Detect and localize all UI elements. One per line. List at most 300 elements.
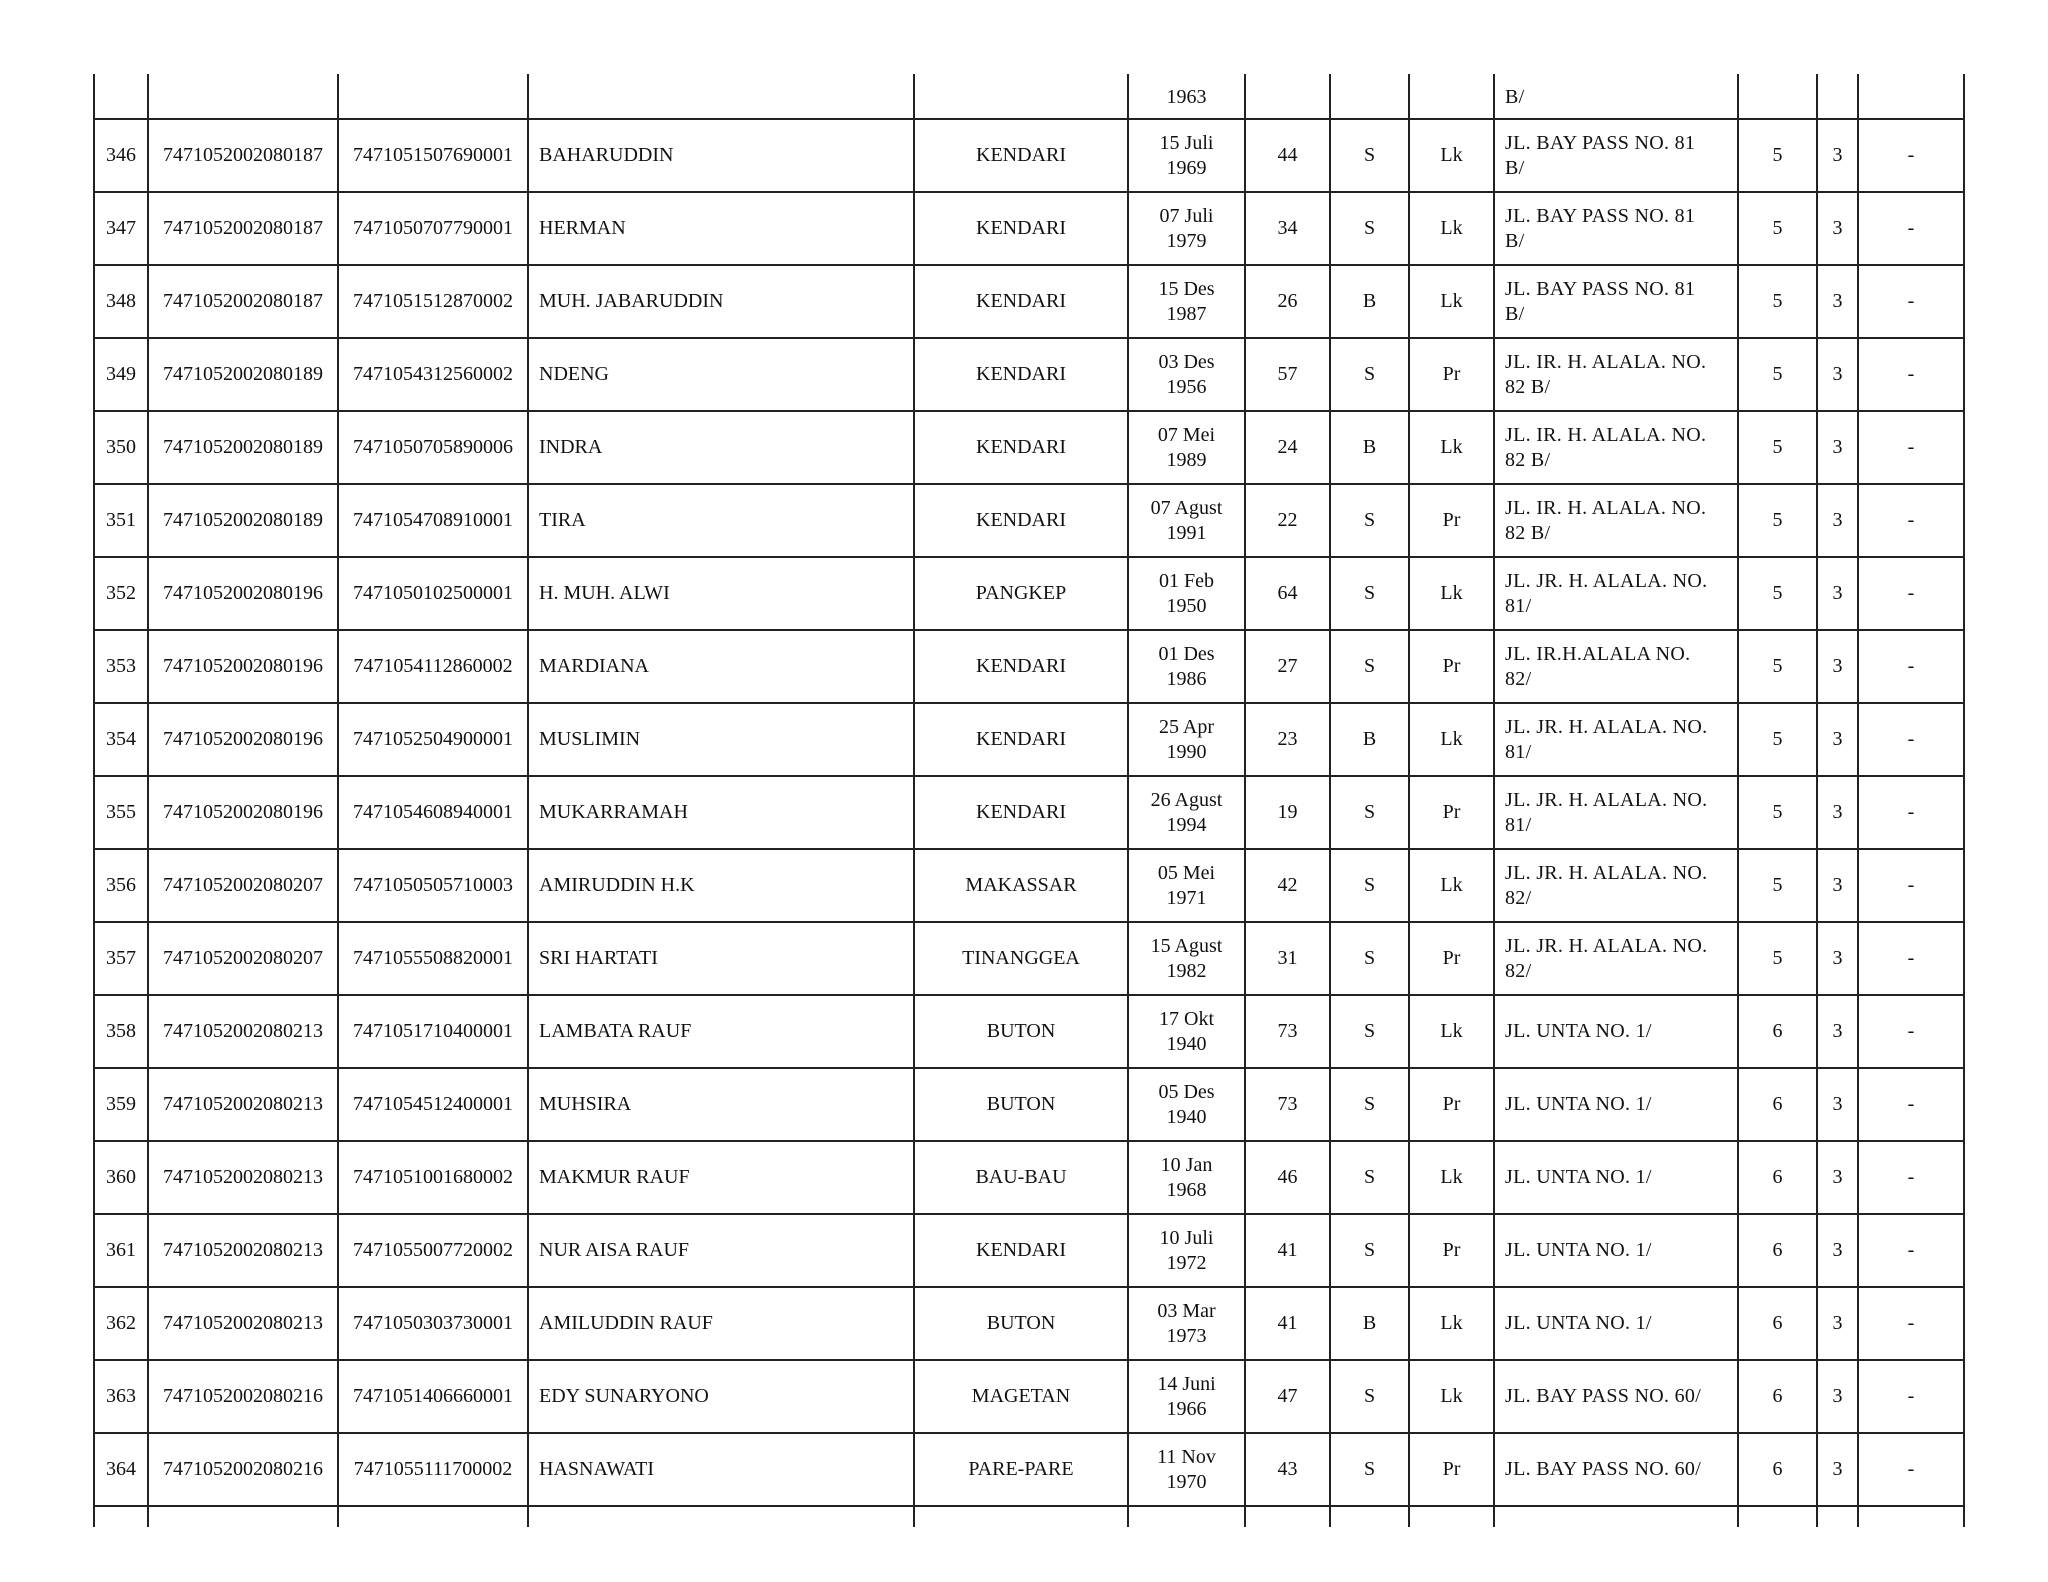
cell-nik: 7471051406660001 [338,1360,528,1433]
cell-kk: 7471052002080187 [148,119,338,192]
cell-address [1494,484,1738,557]
cell-birthplace: BUTON [914,1068,1128,1141]
cell-nik: 7471052504900001 [338,703,528,776]
cell-kk: 7471052002080187 [148,192,338,265]
population-table [93,74,1965,1527]
cell-birthplace: KENDARI [914,338,1128,411]
table-row [94,995,1964,1068]
table-row [94,265,1964,338]
cell-birthdate [1128,338,1245,411]
cell-gender: Pr [1409,776,1494,849]
cell-birthplace: PARE-PARE [914,1433,1128,1506]
cell-birthplace: TINANGGEA [914,922,1128,995]
address-line-2: 81/ [1505,740,1532,763]
birthdate-year: 1972 [1166,1251,1207,1274]
cell-age: 64 [1245,557,1330,630]
cell-gender: Lk [1409,1287,1494,1360]
cell-rt: 6 [1738,995,1817,1068]
address-line-1: JL. UNTA NO. 1/ [1505,1020,1652,1042]
birthdate-day-month: 14 Juni [1157,1372,1216,1395]
cell-no: 356 [94,849,148,922]
cell-note: - [1858,1068,1964,1141]
address-line-1: JL. BAY PASS NO. 81 [1505,204,1696,227]
cell-birthdate: 1963 [1128,74,1245,119]
cell-rw [1817,74,1858,119]
cell-rt: 6 [1738,1433,1817,1506]
cell-kk: 7471052002080213 [148,1141,338,1214]
table-row [94,1433,1964,1506]
birthdate-day-month: 03 Mar [1157,1299,1216,1322]
cell-birthdate [1128,557,1245,630]
cell-note: - [1858,1360,1964,1433]
cell-age: 19 [1245,776,1330,849]
cell-birthplace: KENDARI [914,265,1128,338]
address-line-1: JL. UNTA NO. 1/ [1505,1239,1652,1261]
birthdate-day-month: 11 Nov [1157,1445,1216,1468]
birthdate-day-month: 07 Juli [1159,204,1214,227]
table-row [94,703,1964,776]
table-row [94,557,1964,630]
cell-no: 346 [94,119,148,192]
cell-kk: 7471052002080189 [148,484,338,557]
cell-kk [148,74,338,119]
cell-no: 347 [94,192,148,265]
cell-birthplace: BAU-BAU [914,1141,1128,1214]
birthdate-day-month: 01 Des [1158,642,1215,665]
cell-rt: 5 [1738,557,1817,630]
cell-gender: Lk [1409,849,1494,922]
cell-kk: 7471052002080196 [148,776,338,849]
cell-birthdate [1128,776,1245,849]
cell-age: 57 [1245,338,1330,411]
cell-address [1494,1214,1738,1287]
cell-rt: 6 [1738,1214,1817,1287]
cell-nik: 7471051507690001 [338,119,528,192]
birthdate-year: 1986 [1166,667,1207,690]
birthdate-year: 1971 [1166,886,1207,909]
cell-age: 24 [1245,411,1330,484]
birthdate-day-month: 07 Agust [1150,496,1223,519]
cell-kk: 7471052002080189 [148,411,338,484]
cell-birthdate [1128,119,1245,192]
cell-note: - [1858,1433,1964,1506]
address-line-2: 82 B/ [1505,375,1551,398]
cell-nik: 7471051710400001 [338,995,528,1068]
cell-age: 42 [1245,849,1330,922]
cell-name: INDRA [528,411,914,484]
cell-kk: 7471052002080216 [148,1360,338,1433]
cell-address [1494,265,1738,338]
cell-age: 46 [1245,1141,1330,1214]
address-line-1: JL. UNTA NO. 1/ [1505,1093,1652,1115]
cell-birthdate [1128,265,1245,338]
cell-address [1494,338,1738,411]
cell-birthplace: KENDARI [914,1214,1128,1287]
cell-gender: Lk [1409,703,1494,776]
birthdate-day-month: 05 Mei [1157,861,1216,884]
birthdate-year: 1940 [1166,1032,1207,1055]
cell-note: - [1858,1214,1964,1287]
cell-status: S [1330,1360,1409,1433]
cell-name: MUSLIMIN [528,703,914,776]
table-row [94,192,1964,265]
cell-rw: 3 [1817,849,1858,922]
birthdate-year: 1989 [1166,448,1207,471]
cell-gender: Lk [1409,995,1494,1068]
address-line-2: 82/ [1505,886,1532,909]
cell-birthdate [1128,1287,1245,1360]
cell-name: HASNAWATI [528,1433,914,1506]
cell-note: - [1858,192,1964,265]
cell-rw: 3 [1817,338,1858,411]
cell-address [1494,995,1738,1068]
birthdate-day-month: 15 Des [1158,277,1215,300]
cell-note: - [1858,630,1964,703]
cell-name: EDY SUNARYONO [528,1360,914,1433]
cell-name: MUKARRAMAH [528,776,914,849]
cell-gender: Lk [1409,119,1494,192]
birthdate-year: 1987 [1166,302,1207,325]
cell-no: 352 [94,557,148,630]
cell-status: S [1330,630,1409,703]
table-row [94,1068,1964,1141]
cell-status: B [1330,265,1409,338]
cell-birthdate [1128,1068,1245,1141]
cell-address [1494,1141,1738,1214]
cell-name: AMIRUDDIN H.K [528,849,914,922]
cell-status: S [1330,192,1409,265]
cell-status: S [1330,338,1409,411]
cell-rw: 3 [1817,703,1858,776]
cell-birthdate [1128,703,1245,776]
continued-row [94,74,1964,119]
birthdate-day-month: 03 Des [1158,350,1215,373]
address-line-2: 82/ [1505,959,1532,982]
cell-nik: 7471050102500001 [338,557,528,630]
cell-age: 41 [1245,1287,1330,1360]
table-row [94,1141,1964,1214]
birthdate-year: 1950 [1166,594,1207,617]
cell-age: 44 [1245,119,1330,192]
cell-status: S [1330,1433,1409,1506]
cell-age [1245,74,1330,119]
cell-gender [1409,74,1494,119]
cell-no: 362 [94,1287,148,1360]
cell-rt: 5 [1738,484,1817,557]
cell-no: 361 [94,1214,148,1287]
cell-nik: 7471051001680002 [338,1141,528,1214]
cell-address [1494,776,1738,849]
cell-rt: 5 [1738,849,1817,922]
table-row [94,630,1964,703]
cell-rw: 3 [1817,265,1858,338]
cell-nik: 7471051512870002 [338,265,528,338]
table-row [94,1214,1964,1287]
cell-age: 26 [1245,265,1330,338]
cell-no: 354 [94,703,148,776]
cell-address [1494,630,1738,703]
cell-rt: 5 [1738,411,1817,484]
cell-nik: 7471055508820001 [338,922,528,995]
cell-gender: Pr [1409,338,1494,411]
cell-status: B [1330,1287,1409,1360]
cell-kk: 7471052002080189 [148,338,338,411]
birthdate-year: 1990 [1166,740,1207,763]
cell-birthplace: KENDARI [914,630,1128,703]
birthdate-year: 1991 [1166,521,1207,544]
birthdate-year: 1994 [1166,813,1207,836]
address-line-2: B/ [1505,156,1525,179]
table-body [94,74,1964,1527]
address-line-2: 82/ [1505,667,1532,690]
cell-rw: 3 [1817,1068,1858,1141]
cell-nik: 7471055111700002 [338,1433,528,1506]
cell-nik: 7471050707790001 [338,192,528,265]
cell-age: 27 [1245,630,1330,703]
cell-rw: 3 [1817,1360,1858,1433]
birthdate-day-month: 10 Jan [1160,1153,1213,1176]
cell-status: S [1330,1068,1409,1141]
cell-birthdate [1128,1360,1245,1433]
cell-gender: Pr [1409,1214,1494,1287]
address-line-1: JL. IR. H. ALALA. NO. [1505,350,1707,373]
cell-status: B [1330,703,1409,776]
cell-name: H. MUH. ALWI [528,557,914,630]
cell-name: NDENG [528,338,914,411]
cell-no: 351 [94,484,148,557]
cell-gender: Lk [1409,411,1494,484]
cell-birthplace: BUTON [914,1287,1128,1360]
cell-address [1494,1287,1738,1360]
cell-no: 348 [94,265,148,338]
cell-birthplace: KENDARI [914,119,1128,192]
address-line-2: 81/ [1505,594,1532,617]
cell-name: MUH. JABARUDDIN [528,265,914,338]
cell-address [1494,557,1738,630]
cell-nik: 7471054708910001 [338,484,528,557]
birthdate-year: 1979 [1166,229,1207,252]
cell-rw: 3 [1817,1214,1858,1287]
birthdate-day-month: 15 Juli [1159,131,1214,154]
cell-rt: 6 [1738,1141,1817,1214]
cell-gender: Pr [1409,922,1494,995]
cell-no: 359 [94,1068,148,1141]
cell-name: NUR AISA RAUF [528,1214,914,1287]
cell-age: 47 [1245,1360,1330,1433]
cell-rt: 5 [1738,630,1817,703]
cell-status: S [1330,849,1409,922]
address-line-1: JL. JR. H. ALALA. NO. [1505,861,1708,884]
cell-rt: 5 [1738,922,1817,995]
cell-status: B [1330,411,1409,484]
cell-rw: 3 [1817,192,1858,265]
cell-birthdate [1128,1141,1245,1214]
cell-birthplace: MAGETAN [914,1360,1128,1433]
address-line-1: JL. JR. H. ALALA. NO. [1505,788,1708,811]
address-line-1: JL. IR.H.ALALA NO. [1505,642,1691,665]
cell-address [1494,922,1738,995]
cell-gender: Lk [1409,1141,1494,1214]
cell-status [1330,74,1409,119]
cell-kk: 7471052002080207 [148,922,338,995]
cell-note: - [1858,849,1964,922]
address-line-2: 82 B/ [1505,448,1551,471]
table-row [94,849,1964,922]
cell-no: 357 [94,922,148,995]
cell-age: 41 [1245,1214,1330,1287]
table-row [94,484,1964,557]
cell-nik [338,74,528,119]
cell-no: 353 [94,630,148,703]
birthdate-day-month: 25 Apr [1159,715,1214,738]
cell-birthplace: MAKASSAR [914,849,1128,922]
address-line-2: 81/ [1505,813,1532,836]
cell-rt: 5 [1738,265,1817,338]
cell-note: - [1858,922,1964,995]
cell-note: - [1858,119,1964,192]
address-line-1: JL. IR. H. ALALA. NO. [1505,496,1707,519]
continuation-row [94,1506,1964,1527]
cell-note: - [1858,557,1964,630]
cell-note: - [1858,484,1964,557]
cell-note: - [1858,338,1964,411]
cell-note: - [1858,995,1964,1068]
cell-address [1494,192,1738,265]
cell-rw: 3 [1817,119,1858,192]
cell-address [1494,411,1738,484]
cell-rt: 6 [1738,1068,1817,1141]
cell-rw: 3 [1817,776,1858,849]
cell-rt: 6 [1738,1287,1817,1360]
cell-birthdate [1128,849,1245,922]
cell-rw: 3 [1817,1287,1858,1360]
cell-rw: 3 [1817,922,1858,995]
cell-gender: Pr [1409,484,1494,557]
cell-rw: 3 [1817,1433,1858,1506]
cell-note: - [1858,776,1964,849]
cell-note: - [1858,1141,1964,1214]
cell-nik: 7471050705890006 [338,411,528,484]
cell-name: MARDIANA [528,630,914,703]
birthdate-day-month: 26 Agust [1150,788,1223,811]
cell-age: 73 [1245,995,1330,1068]
cell-nik: 7471054608940001 [338,776,528,849]
birthdate-day-month: 17 Okt [1159,1007,1214,1030]
cell-no: 349 [94,338,148,411]
cell-kk: 7471052002080213 [148,1068,338,1141]
cell-age: 23 [1245,703,1330,776]
cell-rw: 3 [1817,557,1858,630]
cell-kk: 7471052002080196 [148,703,338,776]
address-line-1: JL. BAY PASS NO. 81 [1505,131,1696,154]
cell-note: - [1858,1287,1964,1360]
cell-kk: 7471052002080196 [148,557,338,630]
cell-rt: 5 [1738,119,1817,192]
cell-birthplace: KENDARI [914,484,1128,557]
cell-birthdate [1128,484,1245,557]
cell-status: S [1330,922,1409,995]
cell-name [528,74,914,119]
cell-birthdate [1128,411,1245,484]
cell-address [1494,1068,1738,1141]
cell-gender: Lk [1409,1360,1494,1433]
cell-name: AMILUDDIN RAUF [528,1287,914,1360]
birthdate-year: 1969 [1166,156,1207,179]
address-line-1: JL. BAY PASS NO. 60/ [1505,1458,1702,1480]
cell-nik: 7471050505710003 [338,849,528,922]
cell-note: - [1858,703,1964,776]
cell-nik: 7471050303730001 [338,1287,528,1360]
cell-address [1494,703,1738,776]
cell-nik: 7471054312560002 [338,338,528,411]
cell-gender: Pr [1409,630,1494,703]
cell-nik: 7471054112860002 [338,630,528,703]
birthdate-year: 1940 [1166,1105,1207,1128]
cell-name: HERMAN [528,192,914,265]
cell-rw: 3 [1817,411,1858,484]
address-line-1: JL. IR. H. ALALA. NO. [1505,423,1707,446]
cell-no: 358 [94,995,148,1068]
cell-age: 31 [1245,922,1330,995]
cell-kk: 7471052002080196 [148,630,338,703]
cell-rt: 5 [1738,703,1817,776]
cell-gender: Pr [1409,1068,1494,1141]
table-row [94,1360,1964,1433]
cell-name: MAKMUR RAUF [528,1141,914,1214]
cell-kk: 7471052002080216 [148,1433,338,1506]
cell-rt [1738,74,1817,119]
cell-name: BAHARUDDIN [528,119,914,192]
address-line-1: JL. UNTA NO. 1/ [1505,1166,1652,1188]
cell-birthdate [1128,630,1245,703]
cell-status: S [1330,484,1409,557]
cell-rt: 5 [1738,192,1817,265]
cell-status: S [1330,776,1409,849]
cell-status: S [1330,1214,1409,1287]
cell-birthplace: KENDARI [914,703,1128,776]
cell-no: 364 [94,1433,148,1506]
cell-name: SRI HARTATI [528,922,914,995]
cell-note: - [1858,411,1964,484]
table-row [94,338,1964,411]
cell-rt: 6 [1738,1360,1817,1433]
cell-rt: 5 [1738,776,1817,849]
cell-nik: 7471055007720002 [338,1214,528,1287]
birthdate-year: 1966 [1166,1397,1207,1420]
cell-birthplace: KENDARI [914,776,1128,849]
birthdate-day-month: 15 Agust [1150,934,1223,957]
address-line-1: JL. BAY PASS NO. 81 [1505,277,1696,300]
cell-gender: Lk [1409,192,1494,265]
birthdate-day-month: 10 Juli [1159,1226,1214,1249]
address-line-1: JL. UNTA NO. 1/ [1505,1312,1652,1334]
cell-age: 34 [1245,192,1330,265]
cell-address: B/ [1494,74,1738,119]
cell-note: - [1858,265,1964,338]
cell-birthplace [914,74,1128,119]
cell-birthplace: PANGKEP [914,557,1128,630]
birthdate-year: 1982 [1166,959,1207,982]
birthdate-year: 1968 [1166,1178,1207,1201]
cell-birthplace: KENDARI [914,192,1128,265]
cell-address [1494,1360,1738,1433]
cell-nik: 7471054512400001 [338,1068,528,1141]
address-line-2: B/ [1505,229,1525,252]
cell-rw: 3 [1817,630,1858,703]
cell-rw: 3 [1817,484,1858,557]
cell-address [1494,849,1738,922]
table-row [94,922,1964,995]
